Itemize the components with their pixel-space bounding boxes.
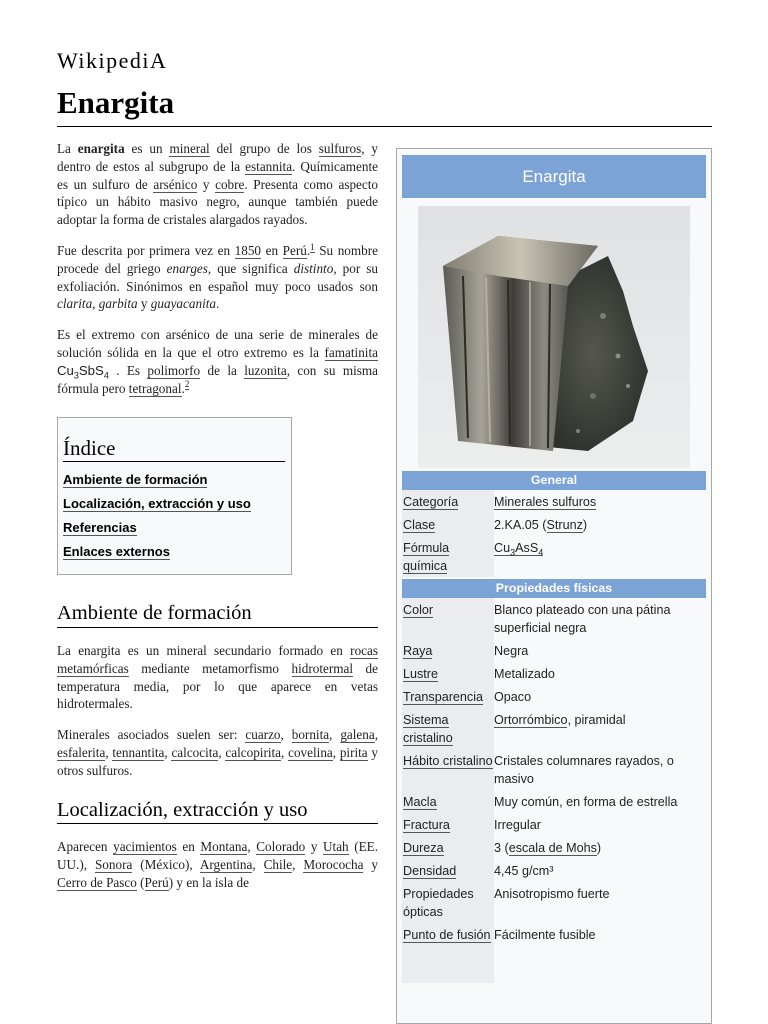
wikipedia-logo[interactable] [57,48,167,74]
section-heading-ambiente: Ambiente de formación [57,605,378,628]
infobox-row-color: Color Blanco plateado con una pátina superficial negra [402,598,706,639]
link-tennantita[interactable]: tennantita [112,744,165,760]
label-lustre[interactable]: Lustre [403,667,439,681]
link-strunz[interactable]: Strunz [546,518,583,532]
toc-title: Índice [63,440,285,462]
infobox-row-lustre: Lustre Metalizado [402,662,706,685]
formula-famatinita: $Cu_3SbS_4$ [57,362,109,381]
infobox-row-opticas: Propiedades ópticas Anisotropismo fuerte [402,882,706,923]
ref-2[interactable]: 2 [184,379,190,390]
link-cerro-de-pasco[interactable]: Cerro de Pasco [57,874,137,890]
ambiente-paragraph-1: La enargita es un mineral secundario formado en rocas metamórficas mediante metamorfismo hidrotermal de temperatura media, por lo que aparece en vetas hidrotermales. [57,642,378,712]
intro-paragraph-3: Es el extremo con arsénico de una serie de minerales de solución sólida en la que el otro extremo es la famatinita $Cu_3SbS_4$ . Es polimorfo de la luzonita, con su misma fórmula pero tetragonal.$^2$ [57,327,379,396]
link-polimorfo[interactable]: polimorfo [147,362,201,378]
link-esfalerita[interactable]: esfalerita [57,744,106,760]
label-dureza[interactable]: Dureza [403,841,444,855]
enargite-crystal-image [418,206,690,468]
link-calcopirita[interactable]: calcopirita [225,744,282,760]
link-hidrotermal[interactable]: hidrotermal [291,660,354,676]
intro-paragraph-2: Fue descrita por primera vez en 1850 en Perú.$^1$ Su nombre procede del griego enarges, que significa distinto, por su exfoliación. Sinónimos en español muy poco usados son clarita, garbita y guayacanita. [57,241,378,312]
label-clase[interactable]: Clase [403,518,436,532]
label-raya[interactable]: Raya [403,644,433,658]
infobox-row-macla: Macla Muy común, en forma de estrella [402,790,706,813]
logo-text-end: A [150,48,168,73]
link-ortorrombico[interactable]: Ortorrómbico [494,713,568,727]
link-mineral[interactable]: mineral [169,141,210,156]
ambiente-paragraph-2: Minerales asociados suelen ser: cuarzo, bornita, galena, esfalerita, tennantita, calcocita, calcopirita, covelina, pirita y otros sulfuros. [57,727,379,778]
label-fusion[interactable]: Punto de fusión [403,928,491,942]
label-macla[interactable]: Macla [403,795,437,809]
link-cobre[interactable]: cobre [215,176,245,192]
link-chile[interactable]: Chile [263,857,293,873]
link-cuarzo[interactable]: cuarzo [245,727,281,743]
label-opticas: Propiedades ópticas [402,882,494,923]
infobox-row-dureza: Dureza 3 (escala de Mohs) [402,836,706,859]
link-peru-2[interactable]: Perú [144,874,169,890]
value-formula[interactable]: $Cu_3AsS_4$ [494,541,544,558]
table-of-contents [57,417,292,575]
label-formula[interactable]: Fórmula química [403,541,450,573]
toc-item-enlaces[interactable]: Enlaces externos [63,544,170,560]
mineral-photo[interactable] [418,206,690,468]
link-tetragonal[interactable]: tetragonal [128,380,182,396]
link-colorado[interactable]: Colorado [256,839,306,855]
infobox-row-raya: Raya Negra [402,639,706,662]
label-color[interactable]: Color [403,603,434,617]
link-estannita[interactable]: estannita [245,158,293,174]
value-categoria[interactable]: Minerales sulfuros [494,495,597,509]
logo-text: Wikipedi [57,48,150,73]
toc-item-referencias[interactable]: Referencias [63,520,137,536]
infobox [396,148,712,1024]
label-habito[interactable]: Hábito cristalino [403,754,493,768]
infobox-row-categoria [402,490,706,513]
link-rocas-metamorficas[interactable]: rocas metamórficas [57,642,378,676]
ref-1[interactable]: 1 [310,241,315,252]
link-sulfuros[interactable]: sulfuros [318,141,362,156]
infobox-row-transparencia: Transparencia Opaco [402,685,706,708]
infobox-row-sistema: Sistema cristalino Ortorrómbico, piramidal [402,708,706,749]
label-sistema[interactable]: Sistema cristalino [403,713,453,745]
link-bornita[interactable]: bornita [291,727,330,743]
link-escala-mohs[interactable]: escala de Mohs [508,841,597,855]
page-title: Enargita [57,84,712,127]
infobox-row-habito: Hábito cristalino Cristales columnares rayados, o masivo [402,749,706,790]
section-heading-localizacion: Localización, extracción y uso [57,802,378,825]
label-transparencia[interactable]: Transparencia [403,690,484,704]
link-morococha[interactable]: Morococha [303,857,364,873]
toc-item-ambiente[interactable]: Ambiente de formación [63,472,208,488]
label-categoria[interactable]: Categoría [403,495,459,509]
infobox-header-fisicas: Propiedades físicas [402,579,706,598]
link-yacimientos[interactable]: yacimientos [113,839,177,855]
link-covelina[interactable]: covelina [288,744,333,760]
infobox-row-formula [402,536,706,577]
localizacion-paragraph-1: Aparecen yacimientos en Montana, Colorado y Utah (EE. UU.), Sonora (México), Argentina, Chile, Morococha y Cerro de Pasco (Perú) y en la isla de [57,839,379,890]
link-utah[interactable]: Utah [323,839,349,855]
link-peru[interactable]: Perú [282,242,307,258]
infobox-header-general: General [402,471,706,490]
link-pirita[interactable]: pirita [339,744,368,760]
infobox-title: Enargita [402,155,706,198]
infobox-row-densidad: Densidad 4,45 g/cm³ [402,859,706,882]
link-calcocita[interactable]: calcocita [171,744,219,760]
link-argentina[interactable]: Argentina [199,857,253,873]
label-fractura[interactable]: Fractura [403,818,450,832]
label-densidad[interactable]: Densidad [403,864,457,878]
link-famatinita[interactable]: famatinita [324,344,378,360]
link-1850[interactable]: 1850 [234,242,261,258]
link-montana[interactable]: Montana [200,839,248,855]
infobox-row-fractura: Fractura Irregular [402,813,706,836]
article-body [57,140,378,905]
infobox-row-clase: Clase 2.KA.05 (Strunz) [402,513,706,536]
infobox-row-fusion: Punto de fusión Fácilmente fusible [402,923,706,983]
toc-item-localizacion[interactable]: Localización, extracción y uso [63,496,251,512]
link-luzonita[interactable]: luzonita [244,362,287,378]
link-sonora[interactable]: Sonora [94,857,133,873]
link-arsenico[interactable]: arsénico [153,176,198,192]
intro-paragraph-1: La enargita es un mineral del grupo de los sulfuros, y dentro de estos al subgrupo de la estannita. Químicamente es un sulfuro de arsénico y cobre. Presenta como aspecto típico un hábito masivo negro, aunque también puede adoptar la forma de cristales alargados rayados. [57,141,379,228]
link-galena[interactable]: galena [340,727,375,743]
